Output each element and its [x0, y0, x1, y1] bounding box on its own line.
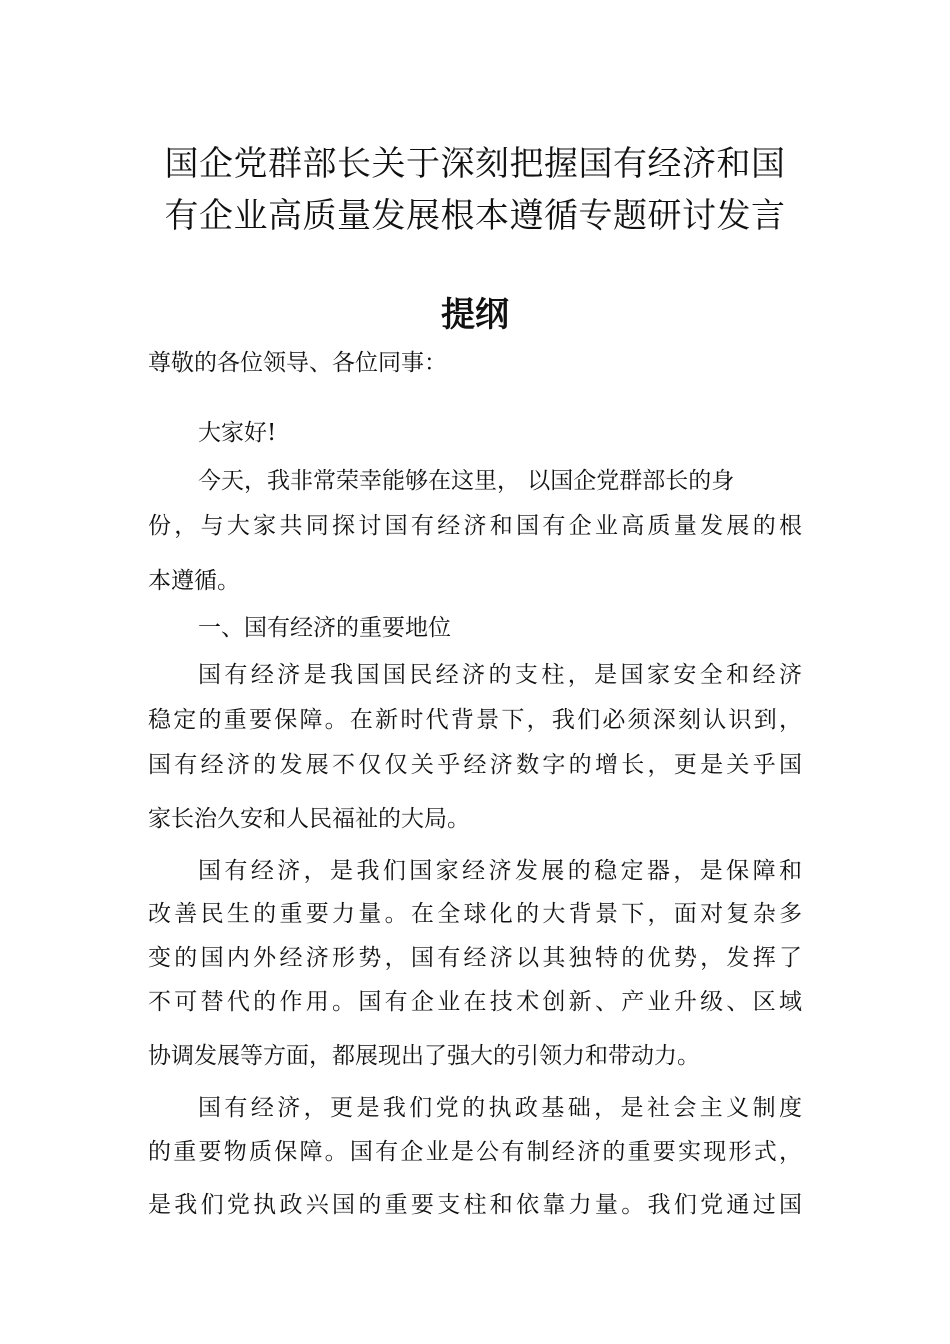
document-title-line-1: 国企党群部长关于深刻把握国有经济和国: [164, 144, 786, 184]
paragraph-3-line-5: 协调发展等方面，都展现出了强大的引领力和带动力。: [148, 1043, 700, 1069]
section-heading-1: 一、国有经济的重要地位: [198, 615, 451, 641]
document-title-line-2: 有企业高质量发展根本遵循专题研讨发言: [164, 196, 786, 236]
greeting: 大家好!: [198, 420, 277, 446]
paragraph-3-line-1: 国有经济，是我们国家经济发展的稳定器，是保障和: [198, 858, 802, 884]
paragraph-3-line-4: 不可替代的作用。国有企业在技术创新、产业升级、区域: [148, 989, 802, 1015]
paragraph-1-line-2: 份，与大家共同探讨国有经济和国有企业高质量发展的根: [148, 513, 802, 539]
paragraph-3-line-3: 变的国内外经济形势，国有经济以其独特的优势，发挥了: [148, 945, 802, 971]
paragraph-1-line-1: 今天，我非常荣幸能够在这里， 以国企党群部长的身: [198, 468, 735, 494]
paragraph-4-line-2: 的重要物质保障。国有企业是公有制经济的重要实现形式，: [148, 1139, 802, 1165]
paragraph-2-line-3: 国有经济的发展不仅仅关乎经济数字的增长，更是关乎国: [148, 752, 802, 778]
paragraph-4-line-1: 国有经济，更是我们党的执政基础，是社会主义制度: [198, 1095, 802, 1121]
paragraph-2-line-4: 家长治久安和人民福祉的大局。: [148, 806, 470, 832]
paragraph-4-line-3: 是我们党执政兴国的重要支柱和依靠力量。我们党通过国: [148, 1192, 802, 1218]
document-subtitle: 提纲: [441, 295, 509, 335]
paragraph-1-line-3: 本遵循。: [148, 568, 240, 594]
paragraph-2-line-2: 稳定的重要保障。在新时代背景下，我们必须深刻认识到，: [148, 707, 802, 733]
paragraph-2-line-1: 国有经济是我国国民经济的支柱，是国家安全和经济: [198, 662, 802, 688]
paragraph-3-line-2: 改善民生的重要力量。在全球化的大背景下，面对复杂多: [148, 901, 802, 927]
salutation: 尊敬的各位领导、各位同事：: [148, 350, 447, 376]
